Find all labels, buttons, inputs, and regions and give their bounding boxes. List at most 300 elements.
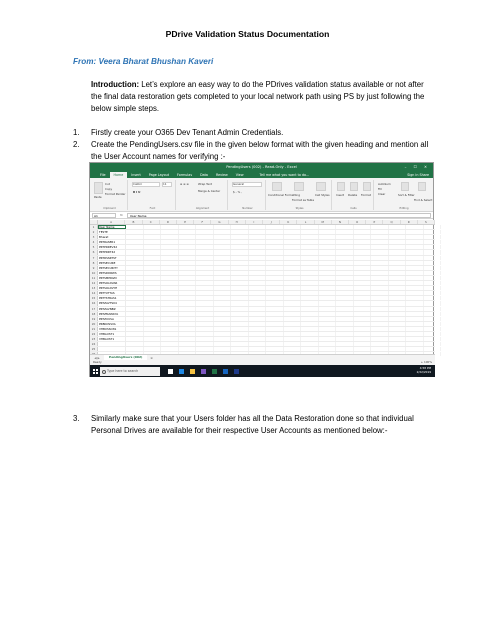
row-header[interactable]: 11 bbox=[90, 276, 98, 280]
cell[interactable] bbox=[231, 332, 249, 336]
cell[interactable] bbox=[319, 312, 337, 316]
cell[interactable] bbox=[231, 327, 249, 331]
cell[interactable] bbox=[214, 312, 232, 316]
cell[interactable] bbox=[336, 296, 354, 300]
cell[interactable] bbox=[319, 342, 337, 346]
cell[interactable] bbox=[144, 347, 162, 351]
cell[interactable] bbox=[319, 286, 337, 290]
cell[interactable] bbox=[406, 261, 424, 265]
tab-review[interactable]: Review bbox=[215, 173, 228, 177]
row-header[interactable]: 4 bbox=[90, 240, 98, 244]
zoom-level[interactable]: + 100% bbox=[420, 360, 432, 364]
cell[interactable] bbox=[371, 337, 389, 341]
cell[interactable] bbox=[389, 327, 407, 331]
cell[interactable] bbox=[161, 317, 179, 321]
cell[interactable] bbox=[161, 261, 179, 265]
cell[interactable] bbox=[126, 307, 144, 311]
row-header[interactable]: 22 bbox=[90, 332, 98, 336]
cell-a[interactable]: PRTSECURE bbox=[98, 261, 126, 265]
cell[interactable] bbox=[389, 271, 407, 275]
cell[interactable] bbox=[424, 256, 442, 260]
cell[interactable] bbox=[406, 291, 424, 295]
cell[interactable] bbox=[301, 281, 319, 285]
cell[interactable] bbox=[336, 327, 354, 331]
cell[interactable] bbox=[284, 281, 302, 285]
cell[interactable] bbox=[406, 256, 424, 260]
cell[interactable] bbox=[371, 286, 389, 290]
row-header[interactable]: 8 bbox=[90, 261, 98, 265]
cell[interactable] bbox=[319, 225, 337, 229]
cell[interactable] bbox=[249, 296, 267, 300]
cell[interactable] bbox=[266, 240, 284, 244]
cell[interactable] bbox=[371, 230, 389, 234]
cell[interactable] bbox=[196, 286, 214, 290]
row-header[interactable]: 19 bbox=[90, 317, 98, 321]
cell[interactable] bbox=[354, 327, 372, 331]
cell[interactable] bbox=[144, 286, 162, 290]
cell[interactable] bbox=[424, 347, 442, 351]
cell[interactable] bbox=[214, 266, 232, 270]
cell[interactable] bbox=[371, 296, 389, 300]
cell[interactable] bbox=[301, 245, 319, 249]
cell[interactable] bbox=[284, 250, 302, 254]
cell[interactable] bbox=[406, 322, 424, 326]
cell[interactable] bbox=[371, 266, 389, 270]
cell-a[interactable]: PRTSDDRWS bbox=[98, 271, 126, 275]
cell[interactable] bbox=[424, 317, 442, 321]
cell[interactable] bbox=[406, 271, 424, 275]
cell[interactable] bbox=[196, 225, 214, 229]
cell[interactable] bbox=[266, 225, 284, 229]
row-header[interactable]: 21 bbox=[90, 327, 98, 331]
cell[interactable] bbox=[354, 266, 372, 270]
cell[interactable] bbox=[371, 312, 389, 316]
cell[interactable] bbox=[389, 261, 407, 265]
cell[interactable] bbox=[301, 256, 319, 260]
cell[interactable] bbox=[144, 261, 162, 265]
cell[interactable] bbox=[389, 342, 407, 346]
cell[interactable] bbox=[231, 307, 249, 311]
cell[interactable] bbox=[196, 291, 214, 295]
cell[interactable] bbox=[249, 301, 267, 305]
cell[interactable] bbox=[354, 291, 372, 295]
cell[interactable] bbox=[284, 291, 302, 295]
cell[interactable] bbox=[126, 245, 144, 249]
cell[interactable] bbox=[196, 301, 214, 305]
cell[interactable] bbox=[214, 240, 232, 244]
cell[interactable] bbox=[284, 312, 302, 316]
cell[interactable] bbox=[319, 235, 337, 239]
cell[interactable] bbox=[126, 301, 144, 305]
cell[interactable] bbox=[266, 307, 284, 311]
cell[interactable] bbox=[336, 266, 354, 270]
cell[interactable] bbox=[196, 296, 214, 300]
cell[interactable] bbox=[196, 337, 214, 341]
cell[interactable] bbox=[126, 291, 144, 295]
cell[interactable] bbox=[231, 337, 249, 341]
cell[interactable] bbox=[196, 256, 214, 260]
cell[interactable] bbox=[266, 245, 284, 249]
cell[interactable] bbox=[179, 332, 197, 336]
cell[interactable] bbox=[319, 245, 337, 249]
cell[interactable] bbox=[144, 235, 162, 239]
cell[interactable] bbox=[126, 332, 144, 336]
cell[interactable] bbox=[161, 307, 179, 311]
cell[interactable] bbox=[354, 347, 372, 351]
cell-a[interactable]: PRTZAVTS04 bbox=[98, 301, 126, 305]
cell[interactable] bbox=[196, 276, 214, 280]
cell[interactable] bbox=[284, 261, 302, 265]
cell[interactable] bbox=[249, 266, 267, 270]
clear-button[interactable]: Clear bbox=[378, 192, 386, 196]
cell-a[interactable] bbox=[98, 347, 126, 351]
cell[interactable] bbox=[389, 312, 407, 316]
cell[interactable] bbox=[284, 276, 302, 280]
column-header[interactable]: B bbox=[125, 220, 142, 224]
cell[interactable] bbox=[126, 347, 144, 351]
cell[interactable] bbox=[249, 271, 267, 275]
cell[interactable] bbox=[284, 256, 302, 260]
cell[interactable] bbox=[389, 230, 407, 234]
cell[interactable] bbox=[196, 261, 214, 265]
cell[interactable] bbox=[179, 256, 197, 260]
cell[interactable] bbox=[406, 327, 424, 331]
cell[interactable] bbox=[284, 286, 302, 290]
cell[interactable] bbox=[389, 250, 407, 254]
cell[interactable] bbox=[336, 240, 354, 244]
cell[interactable] bbox=[354, 301, 372, 305]
column-header[interactable]: M bbox=[315, 220, 332, 224]
cell[interactable] bbox=[161, 271, 179, 275]
cell[interactable] bbox=[196, 327, 214, 331]
explorer-icon[interactable] bbox=[188, 367, 197, 376]
cell[interactable] bbox=[231, 230, 249, 234]
cell[interactable] bbox=[424, 332, 442, 336]
cell[interactable] bbox=[214, 281, 232, 285]
sort-filter-button[interactable] bbox=[401, 182, 409, 191]
cell[interactable] bbox=[406, 276, 424, 280]
row-header[interactable]: 6 bbox=[90, 250, 98, 254]
cell[interactable] bbox=[319, 261, 337, 265]
tab-insert[interactable]: Insert bbox=[131, 173, 141, 177]
cell[interactable] bbox=[406, 286, 424, 290]
cell[interactable] bbox=[126, 266, 144, 270]
cell[interactable] bbox=[144, 266, 162, 270]
cell[interactable] bbox=[161, 225, 179, 229]
cell[interactable] bbox=[301, 230, 319, 234]
cell[interactable] bbox=[354, 332, 372, 336]
cell[interactable] bbox=[266, 266, 284, 270]
cell[interactable] bbox=[249, 235, 267, 239]
format-painter-button[interactable]: Format Painter bbox=[105, 192, 126, 196]
cell[interactable] bbox=[336, 347, 354, 351]
cell-a[interactable]: PRTRSSRTST bbox=[98, 256, 126, 260]
cell[interactable] bbox=[179, 266, 197, 270]
cell[interactable] bbox=[126, 286, 144, 290]
signin-share[interactable]: Sign in Share bbox=[407, 173, 429, 177]
cell[interactable] bbox=[144, 256, 162, 260]
cell[interactable] bbox=[161, 266, 179, 270]
cell[interactable] bbox=[249, 307, 267, 311]
cell[interactable] bbox=[389, 347, 407, 351]
cell[interactable] bbox=[179, 276, 197, 280]
cell[interactable] bbox=[161, 230, 179, 234]
cell[interactable] bbox=[266, 230, 284, 234]
row-header[interactable]: 9 bbox=[90, 266, 98, 270]
cell[interactable] bbox=[249, 342, 267, 346]
cell[interactable] bbox=[389, 276, 407, 280]
cell[interactable] bbox=[266, 281, 284, 285]
cell[interactable] bbox=[126, 337, 144, 341]
cell[interactable] bbox=[371, 235, 389, 239]
cell[interactable] bbox=[319, 271, 337, 275]
cell[interactable] bbox=[196, 271, 214, 275]
cell[interactable] bbox=[266, 286, 284, 290]
cut-button[interactable]: Cut bbox=[105, 182, 110, 186]
cell[interactable] bbox=[354, 342, 372, 346]
cell[interactable] bbox=[214, 327, 232, 331]
cell-a[interactable]: PRTTUTTAS bbox=[98, 291, 126, 295]
cell[interactable] bbox=[424, 337, 442, 341]
cell[interactable] bbox=[424, 322, 442, 326]
cell[interactable] bbox=[406, 317, 424, 321]
cell[interactable] bbox=[319, 332, 337, 336]
cell[interactable] bbox=[161, 337, 179, 341]
cell[interactable] bbox=[214, 342, 232, 346]
row-header[interactable]: 17 bbox=[90, 307, 98, 311]
cell[interactable] bbox=[161, 312, 179, 316]
cell[interactable] bbox=[214, 225, 232, 229]
cell[interactable] bbox=[371, 250, 389, 254]
cell[interactable] bbox=[301, 296, 319, 300]
cell[interactable] bbox=[301, 225, 319, 229]
cell[interactable] bbox=[284, 225, 302, 229]
cell[interactable] bbox=[179, 342, 197, 346]
cell[interactable] bbox=[179, 250, 197, 254]
sheet-tab-pendingusers[interactable]: PendingUsers (002) bbox=[104, 355, 147, 361]
cell[interactable] bbox=[196, 250, 214, 254]
cell[interactable] bbox=[231, 266, 249, 270]
cell[interactable] bbox=[144, 307, 162, 311]
cell[interactable] bbox=[319, 291, 337, 295]
edge-icon[interactable] bbox=[177, 367, 186, 376]
cell-a[interactable]: PRTSOLDVYE bbox=[98, 286, 126, 290]
cell[interactable] bbox=[231, 276, 249, 280]
cell[interactable] bbox=[214, 261, 232, 265]
autosum-button[interactable]: AutoSum bbox=[378, 182, 391, 186]
cell[interactable] bbox=[161, 281, 179, 285]
cell[interactable] bbox=[406, 230, 424, 234]
cell-a[interactable]: VHBAUST1 bbox=[98, 332, 126, 336]
cell[interactable] bbox=[424, 230, 442, 234]
cell[interactable] bbox=[214, 245, 232, 249]
row-header[interactable]: 18 bbox=[90, 312, 98, 316]
cell[interactable] bbox=[126, 225, 144, 229]
cell[interactable] bbox=[231, 250, 249, 254]
tab-file[interactable]: File bbox=[100, 173, 106, 177]
cell[interactable] bbox=[424, 281, 442, 285]
cell[interactable] bbox=[389, 281, 407, 285]
cell[interactable] bbox=[424, 327, 442, 331]
cell[interactable] bbox=[126, 230, 144, 234]
cell[interactable] bbox=[249, 312, 267, 316]
cell[interactable] bbox=[389, 332, 407, 336]
cell[interactable] bbox=[126, 235, 144, 239]
cell[interactable] bbox=[161, 296, 179, 300]
cell[interactable] bbox=[144, 271, 162, 275]
formula-input[interactable]: User Name bbox=[127, 213, 431, 218]
cell[interactable] bbox=[389, 235, 407, 239]
cell[interactable] bbox=[161, 276, 179, 280]
column-header[interactable]: F bbox=[194, 220, 211, 224]
cell[interactable] bbox=[196, 245, 214, 249]
tab-page-layout[interactable]: Page Layout bbox=[148, 173, 169, 177]
cell[interactable] bbox=[161, 245, 179, 249]
cell[interactable] bbox=[301, 342, 319, 346]
cell[interactable] bbox=[179, 281, 197, 285]
cell[interactable] bbox=[144, 281, 162, 285]
cell[interactable] bbox=[179, 327, 197, 331]
store-icon[interactable] bbox=[199, 367, 208, 376]
cell[interactable] bbox=[266, 291, 284, 295]
cell[interactable] bbox=[336, 250, 354, 254]
cell[interactable] bbox=[424, 250, 442, 254]
row-header[interactable]: 25 bbox=[90, 347, 98, 351]
cell[interactable] bbox=[144, 342, 162, 346]
cell[interactable] bbox=[424, 240, 442, 244]
align-icon[interactable]: ≡ ≡ ≡ bbox=[180, 182, 189, 186]
cell[interactable] bbox=[319, 240, 337, 244]
cell[interactable] bbox=[196, 230, 214, 234]
cell[interactable] bbox=[214, 271, 232, 275]
cell[interactable] bbox=[179, 301, 197, 305]
tab-formulas[interactable]: Formulas bbox=[177, 173, 193, 177]
cell[interactable] bbox=[319, 230, 337, 234]
cell[interactable] bbox=[336, 301, 354, 305]
cell[interactable] bbox=[231, 240, 249, 244]
row-header[interactable]: 24 bbox=[90, 342, 98, 346]
cell[interactable] bbox=[371, 322, 389, 326]
cell[interactable] bbox=[161, 291, 179, 295]
cell[interactable] bbox=[196, 332, 214, 336]
cell[interactable] bbox=[266, 317, 284, 321]
cell[interactable] bbox=[266, 250, 284, 254]
cell[interactable] bbox=[389, 301, 407, 305]
cell[interactable] bbox=[406, 301, 424, 305]
cell[interactable] bbox=[336, 235, 354, 239]
cell[interactable] bbox=[406, 342, 424, 346]
delete-cells-button[interactable] bbox=[350, 182, 358, 191]
cell[interactable] bbox=[196, 342, 214, 346]
cell[interactable] bbox=[231, 271, 249, 275]
cell[interactable] bbox=[179, 337, 197, 341]
cell[interactable] bbox=[231, 261, 249, 265]
cell[interactable] bbox=[231, 342, 249, 346]
cell[interactable] bbox=[336, 256, 354, 260]
column-header[interactable]: D bbox=[160, 220, 177, 224]
cell[interactable] bbox=[179, 235, 197, 239]
cell[interactable] bbox=[231, 225, 249, 229]
cell[interactable] bbox=[284, 266, 302, 270]
paste-button[interactable] bbox=[94, 182, 103, 194]
cell[interactable] bbox=[319, 317, 337, 321]
cell[interactable] bbox=[406, 240, 424, 244]
cell[interactable] bbox=[249, 317, 267, 321]
format-as-table-button[interactable] bbox=[294, 182, 304, 191]
cell[interactable] bbox=[406, 235, 424, 239]
cell[interactable] bbox=[284, 301, 302, 305]
cell[interactable] bbox=[266, 332, 284, 336]
cell[interactable] bbox=[301, 276, 319, 280]
find-select-button[interactable] bbox=[418, 182, 426, 191]
cell[interactable] bbox=[301, 261, 319, 265]
cell[interactable] bbox=[126, 276, 144, 280]
row-header[interactable]: 2 bbox=[90, 230, 98, 234]
cell-a[interactable]: PRTSECURITY bbox=[98, 266, 126, 270]
cell[interactable] bbox=[319, 281, 337, 285]
powershell-icon[interactable] bbox=[232, 367, 241, 376]
cell[interactable] bbox=[179, 225, 197, 229]
cell[interactable] bbox=[196, 307, 214, 311]
cell[interactable] bbox=[231, 301, 249, 305]
cell-a[interactable] bbox=[98, 342, 126, 346]
cell[interactable] bbox=[249, 256, 267, 260]
column-header[interactable]: N bbox=[332, 220, 349, 224]
cell[interactable] bbox=[284, 327, 302, 331]
cell[interactable] bbox=[354, 337, 372, 341]
cell[interactable] bbox=[424, 296, 442, 300]
cell[interactable] bbox=[161, 256, 179, 260]
name-box[interactable]: A1 bbox=[92, 213, 116, 218]
wrap-text-button[interactable]: Wrap Text bbox=[198, 182, 212, 186]
conditional-formatting-button[interactable] bbox=[272, 182, 282, 191]
cell[interactable] bbox=[354, 296, 372, 300]
row-header[interactable]: 15 bbox=[90, 296, 98, 300]
cell[interactable] bbox=[231, 256, 249, 260]
cell[interactable] bbox=[284, 342, 302, 346]
cell[interactable] bbox=[336, 337, 354, 341]
cell[interactable] bbox=[319, 301, 337, 305]
cell[interactable] bbox=[214, 322, 232, 326]
cell[interactable] bbox=[161, 235, 179, 239]
add-sheet-icon[interactable]: ⊕ bbox=[150, 355, 153, 360]
cell[interactable] bbox=[196, 312, 214, 316]
cell[interactable] bbox=[231, 317, 249, 321]
cell[interactable] bbox=[336, 245, 354, 249]
cell[interactable] bbox=[144, 332, 162, 336]
cell[interactable] bbox=[214, 301, 232, 305]
cell[interactable] bbox=[266, 276, 284, 280]
cell[interactable] bbox=[336, 342, 354, 346]
cell[interactable] bbox=[284, 240, 302, 244]
cell[interactable] bbox=[424, 235, 442, 239]
cell[interactable] bbox=[284, 235, 302, 239]
cell[interactable] bbox=[319, 256, 337, 260]
cell[interactable] bbox=[126, 261, 144, 265]
cell[interactable] bbox=[249, 286, 267, 290]
cell[interactable] bbox=[406, 250, 424, 254]
cell[interactable] bbox=[126, 250, 144, 254]
cell[interactable] bbox=[371, 261, 389, 265]
cell[interactable] bbox=[196, 240, 214, 244]
cell[interactable] bbox=[354, 240, 372, 244]
row-header[interactable]: 20 bbox=[90, 322, 98, 326]
cell[interactable] bbox=[266, 301, 284, 305]
cell[interactable] bbox=[336, 307, 354, 311]
cell[interactable] bbox=[284, 347, 302, 351]
cell[interactable] bbox=[266, 322, 284, 326]
cell[interactable] bbox=[301, 250, 319, 254]
